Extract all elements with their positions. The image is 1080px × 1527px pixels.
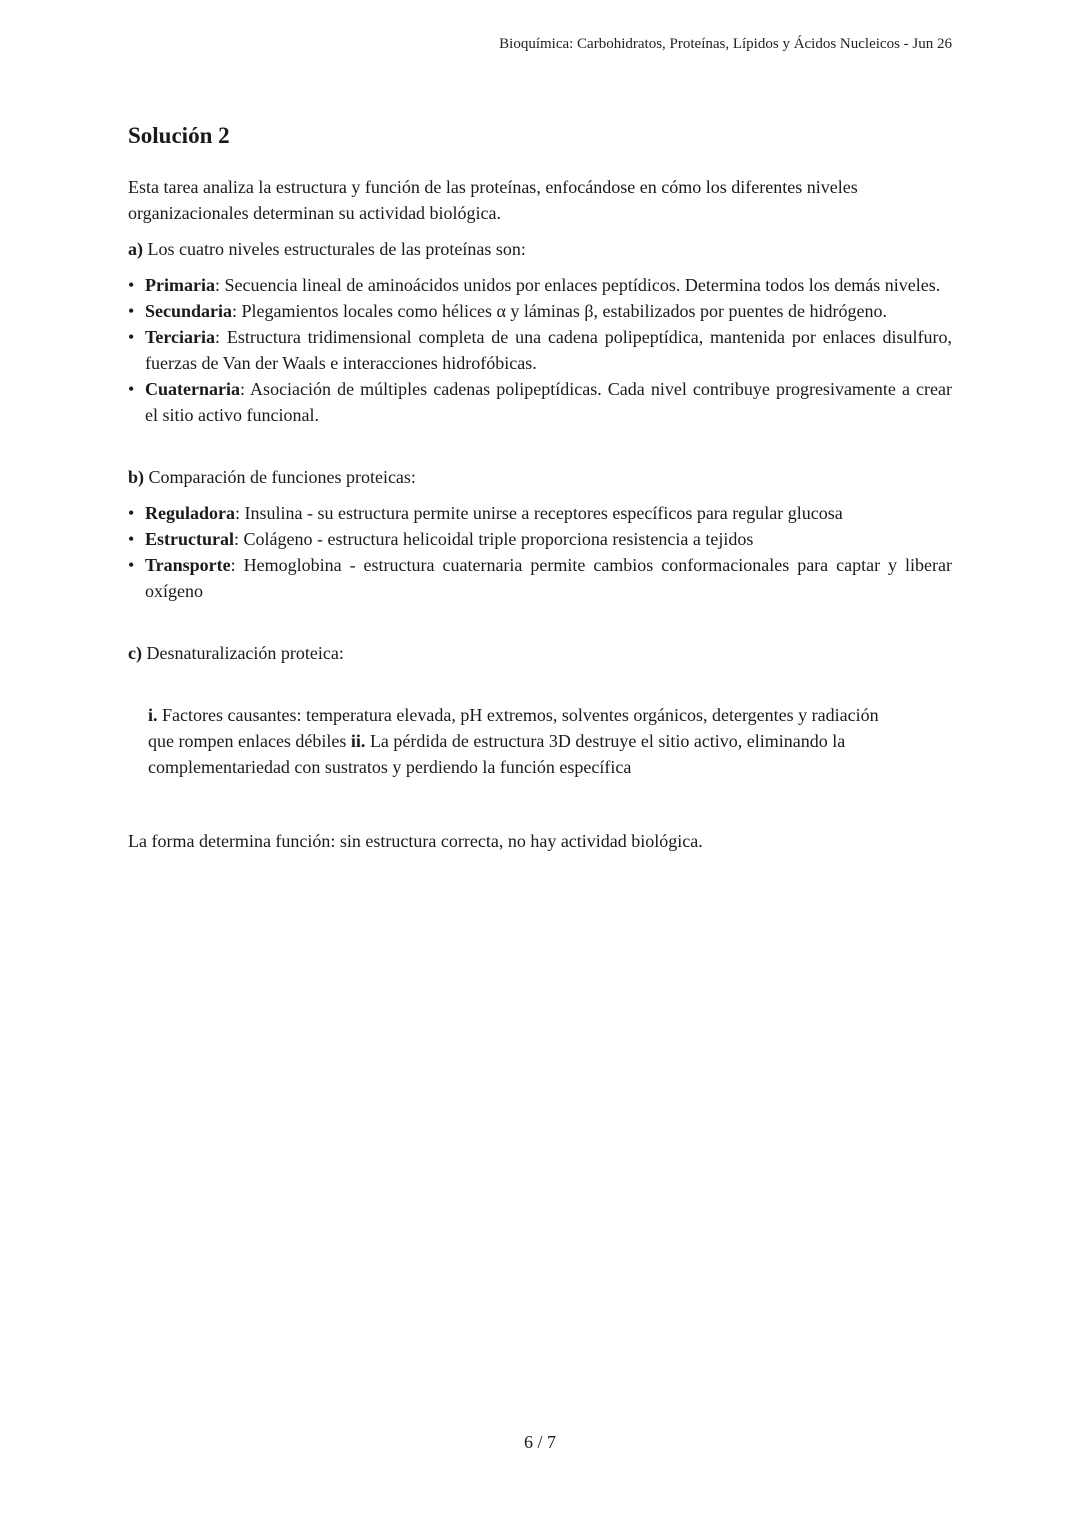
- list-item-text: : Estructura tridimensional completa de una cadena polipeptídica, mantenida por enlaces disulfuro, fuerzas de Van der Waals e interacciones hidrofóbicas.: [145, 327, 952, 373]
- part-c-heading: [128, 640, 952, 666]
- list-item-text: : Hemoglobina - estructura cuaternaria permite cambios conformacionales para captar y liberar oxígeno: [145, 555, 952, 601]
- list-item-text: : Secuencia lineal de aminoácidos unidos por enlaces peptídicos. Determina todos los demás niveles.: [214, 275, 941, 295]
- list-item-term: Primaria: [145, 275, 215, 295]
- sub-ii-text: La pérdida de estructura 3D destruye el sitio activo, eliminando la complementariedad con sustratos y perdiendo la función específica: [148, 731, 846, 777]
- list-item-term: Cuaternaria: [145, 379, 240, 399]
- list-item-term: Secundaria: [145, 301, 233, 321]
- list-item-text: : Plegamientos locales como hélices α y láminas β, estabilizados por puentes de hidrógeno.: [232, 301, 887, 321]
- list-item-text: : Insulina - su estructura permite unirse a receptores específicos para regular glucosa: [235, 503, 843, 523]
- structural-levels-list: [128, 272, 952, 428]
- part-b-heading: [128, 464, 952, 490]
- part-a-label: a): [128, 239, 143, 259]
- denaturation-details: [128, 702, 908, 780]
- part-a-heading: [128, 236, 952, 262]
- sub-ii-label: ii.: [350, 731, 366, 751]
- part-c-label: c): [128, 643, 142, 663]
- sub-i-text: Factores causantes: temperatura elevada, pH extremos, solventes orgánicos, detergentes y radiación que rompen enlaces débiles: [148, 705, 879, 751]
- list-item: [128, 298, 952, 324]
- protein-functions-list: [128, 500, 952, 604]
- list-item: [128, 324, 952, 376]
- part-b-label: b): [128, 467, 145, 487]
- part-c-heading-text: Desnaturalización proteica:: [141, 643, 344, 663]
- list-item-term: Transporte: [145, 555, 231, 575]
- list-item: [128, 552, 952, 604]
- sub-i-label: i.: [148, 705, 158, 725]
- intro-paragraph: Esta tarea analiza la estructura y función de las proteínas, enfocándose en cómo los diferentes niveles organizacionales determinan su actividad biológica.: [128, 177, 858, 223]
- list-item-term: Reguladora: [145, 503, 235, 523]
- list-item: [128, 376, 952, 428]
- list-item-term: Terciaria: [145, 327, 215, 347]
- part-a-heading-text: Los cuatro niveles estructurales de las proteínas son:: [143, 239, 526, 259]
- list-item: [128, 272, 952, 298]
- conclusion-paragraph: La forma determina función: sin estructura correcta, no hay actividad biológica.: [128, 831, 703, 851]
- part-b-heading-text: Comparación de funciones proteicas:: [144, 467, 416, 487]
- document-body: [128, 120, 952, 854]
- list-item: [128, 526, 952, 552]
- solution-title: Solución 2: [128, 123, 230, 148]
- list-item-term: Estructural: [145, 529, 234, 549]
- list-item-text: : Asociación de múltiples cadenas polipeptídicas. Cada nivel contribuye progresivamente a crear el sitio activo funcional.: [145, 379, 952, 425]
- page-number: 6 / 7: [523, 1432, 556, 1452]
- list-item-text: : Colágeno - estructura helicoidal triple proporciona resistencia a tejidos: [234, 529, 754, 549]
- running-header: Bioquímica: Carbohidratos, Proteínas, Lípidos y Ácidos Nucleicos - Jun 26: [499, 36, 952, 52]
- list-item: [128, 500, 952, 526]
